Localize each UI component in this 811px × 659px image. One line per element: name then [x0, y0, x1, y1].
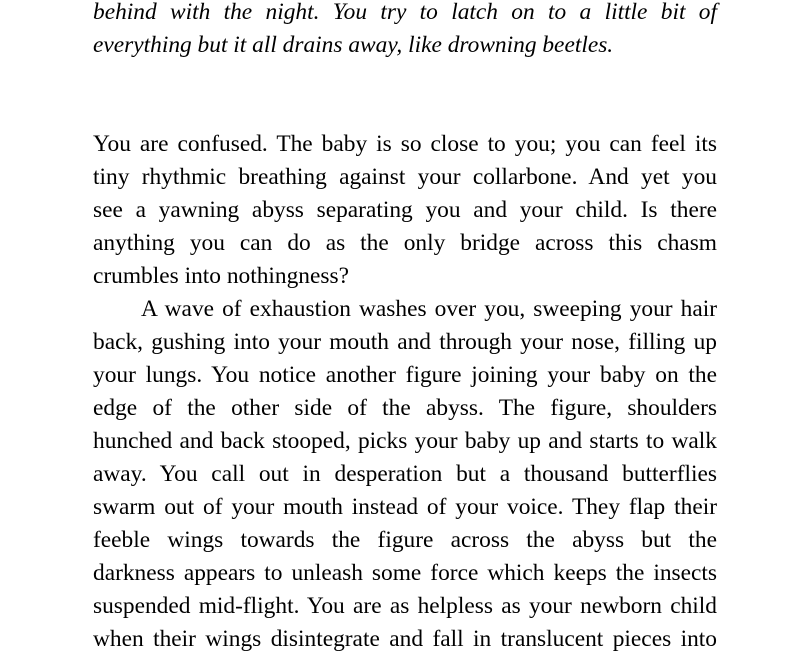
section-gap	[93, 62, 717, 128]
paragraph-line: feeble wings towards the figure across the abyss but the	[93, 527, 717, 553]
paragraph-line: A wave of exhaustion washes over you, sweeping your hair	[141, 296, 717, 322]
paragraph-line: You are confused. The baby is so close to you; you can feel its	[93, 131, 717, 157]
paragraph-line: when their wings disintegrate and fall in translucent pieces into	[93, 626, 717, 652]
paragraph-line: away. You call out in desperation but a thousand butterflies	[93, 461, 717, 487]
italic-line: everything but it all drains away, like drowning beetles.	[93, 32, 614, 58]
paragraph-line: tiny rhythmic breathing against your collarbone. And yet you	[93, 164, 717, 190]
document-page	[93, 0, 717, 656]
italic-line: behind with the night. You try to latch on to a little bit of	[93, 0, 717, 25]
paragraph-2	[93, 293, 717, 656]
paragraph-line: back, gushing into your mouth and through your nose, filling up	[93, 329, 717, 355]
paragraph-line: see a yawning abyss separating you and your child. Is there	[93, 197, 717, 223]
paragraph-line: hunched and back stooped, picks your baby up and starts to walk	[93, 428, 717, 454]
paragraph-line: darkness appears to unleash some force which keeps the insects	[93, 560, 717, 586]
paragraph-line: crumbles into nothingness?	[93, 263, 349, 289]
paragraph-1	[93, 128, 717, 293]
italic-passage	[93, 0, 717, 62]
paragraph-line: swarm out of your mouth instead of your voice. They flap their	[93, 494, 717, 520]
paragraph-line: your lungs. You notice another figure joining your baby on the	[93, 362, 717, 388]
paragraph-line: edge of the other side of the abyss. The figure, shoulders	[93, 395, 717, 421]
paragraph-line: anything you can do as the only bridge across this chasm	[93, 230, 717, 256]
paragraph-line: suspended mid-flight. You are as helpless as your newborn child	[93, 593, 717, 619]
